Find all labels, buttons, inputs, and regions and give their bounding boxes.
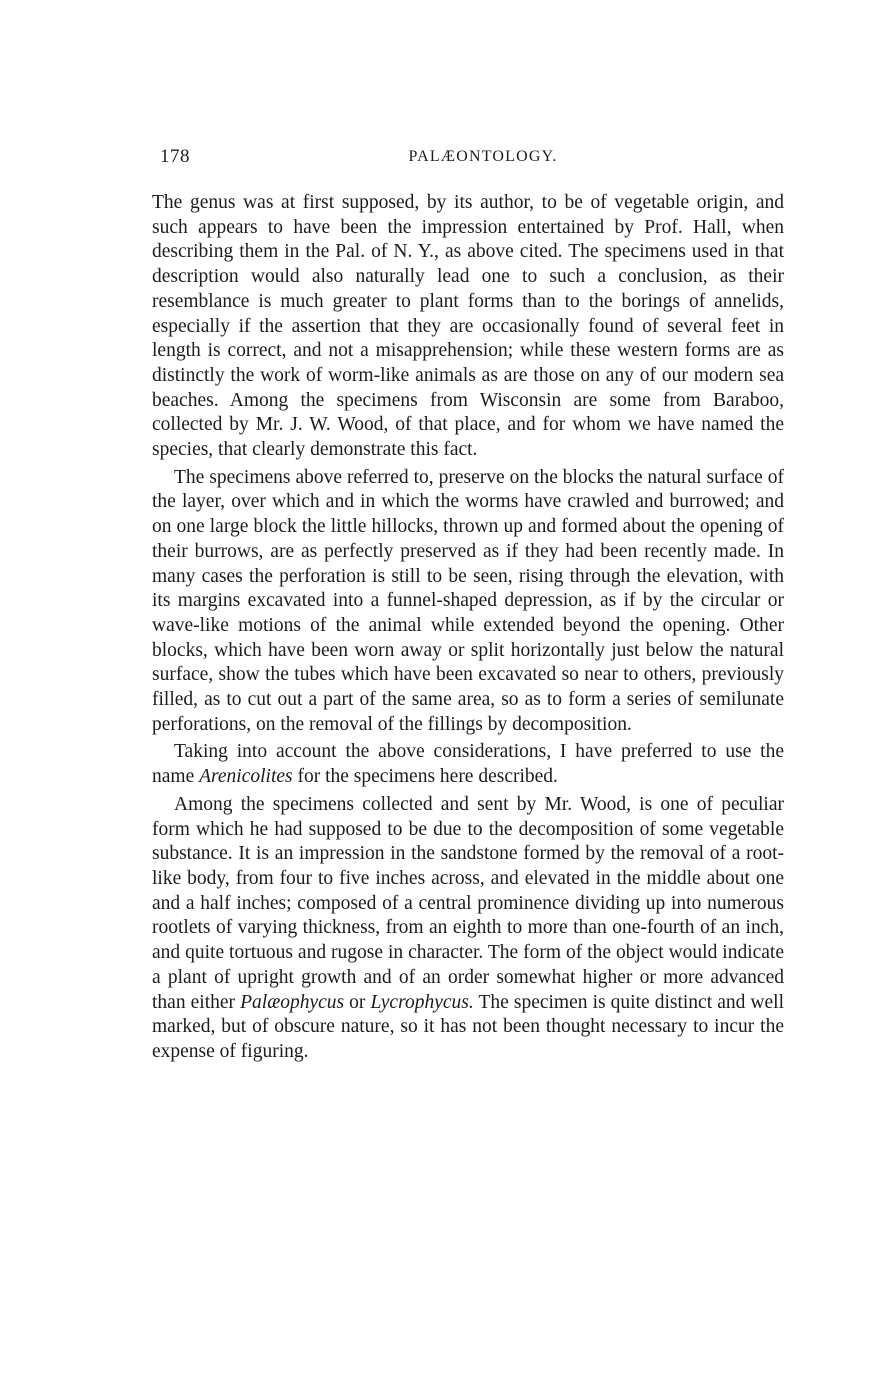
genus-name-palaeophycus: Palæophycus xyxy=(240,991,345,1013)
paragraph-peculiar-specimen-text: Among the specimens collected and sent by Mr. Wood, is one of peculiar form which he had supposed to be due to the decomposition of some vegetable substance. It is an impression in the sandstone formed by the removal of a root-like body, from four to five inches across, and elevated in the middle about one and a half inches; composed of a central prominence dividing up into numerous rootlets of varying thickness, from an eighth to more than one-fourth of an inch, and quite tortuous and rugose in character. The form of the object would indicate a plant of upright growth and of an order somewhat higher or more advanced than either xyxy=(152,793,784,1013)
body-text xyxy=(152,191,784,1065)
paragraph-peculiar-specimen xyxy=(152,793,784,1065)
running-head: PALÆONTOLOGY. xyxy=(408,148,558,165)
paragraph-genus-origin: The genus was at first supposed, by its author, to be of vegetable origin, and such appears to have been the impression entertained by Prof. Hall, when describing them in the Pal. of N. Y., as above cited. The specimens used in that description would also naturally lead one to such a conclusion, as their resemblance is much greater to plant forms than to the borings of annelids, especially if the assertion that they are occasionally found of several feet in length is correct, and not a misapprehension; while these western forms are as distinctly the work of worm-like animals as are those on any of our modern sea beaches. Among the specimens from Wisconsin are some from Baraboo, collected by Mr. J. W. Wood, of that place, and for whom we have named the species, that clearly demonstrate this fact. xyxy=(152,192,784,461)
page-number: 178 xyxy=(160,146,190,167)
genus-name-arenicolites: Arenicolites xyxy=(199,766,293,788)
paragraph-name-choice-tail: for the specimens here described. xyxy=(292,766,558,788)
page-header xyxy=(160,146,784,172)
paragraph-specimens-blocks: The specimens above referred to, preserve on the blocks the natural surface of the layer, over which and in which the worms have crawled and burrowed; and on one large block the little hillocks, thrown up and formed about the opening of their burrows, are as perfectly preserved as if they had been recently made. In many cases the perforation is still to be seen, rising through the elevation, with its margins excavated into a funnel-shaped depression, as if by the circular or wave-like motions of the animal while extended beyond the opening. Other blocks, which have been worn away or split horizontally just below the natural surface, show the tubes which have been excavated so near to others, previously filled, as to cut out a part of the same area, so as to form a series of semilunate perforations, on the removal of the fillings by decomposition. xyxy=(152,466,784,735)
paragraph-name-choice xyxy=(152,740,784,789)
paragraph-peculiar-specimen-tail: The specimen is quite distinct and well marked, but of obscure nature, so it has not been thought necessary to incur the expense of figuring. xyxy=(152,991,785,1062)
paragraph-peculiar-specimen-or: or xyxy=(344,991,371,1013)
genus-name-lycrophycus: Lycrophycus. xyxy=(370,991,474,1013)
paragraph-name-choice-text: Taking into account the above considerations, I have preferred to use the name xyxy=(152,741,784,788)
